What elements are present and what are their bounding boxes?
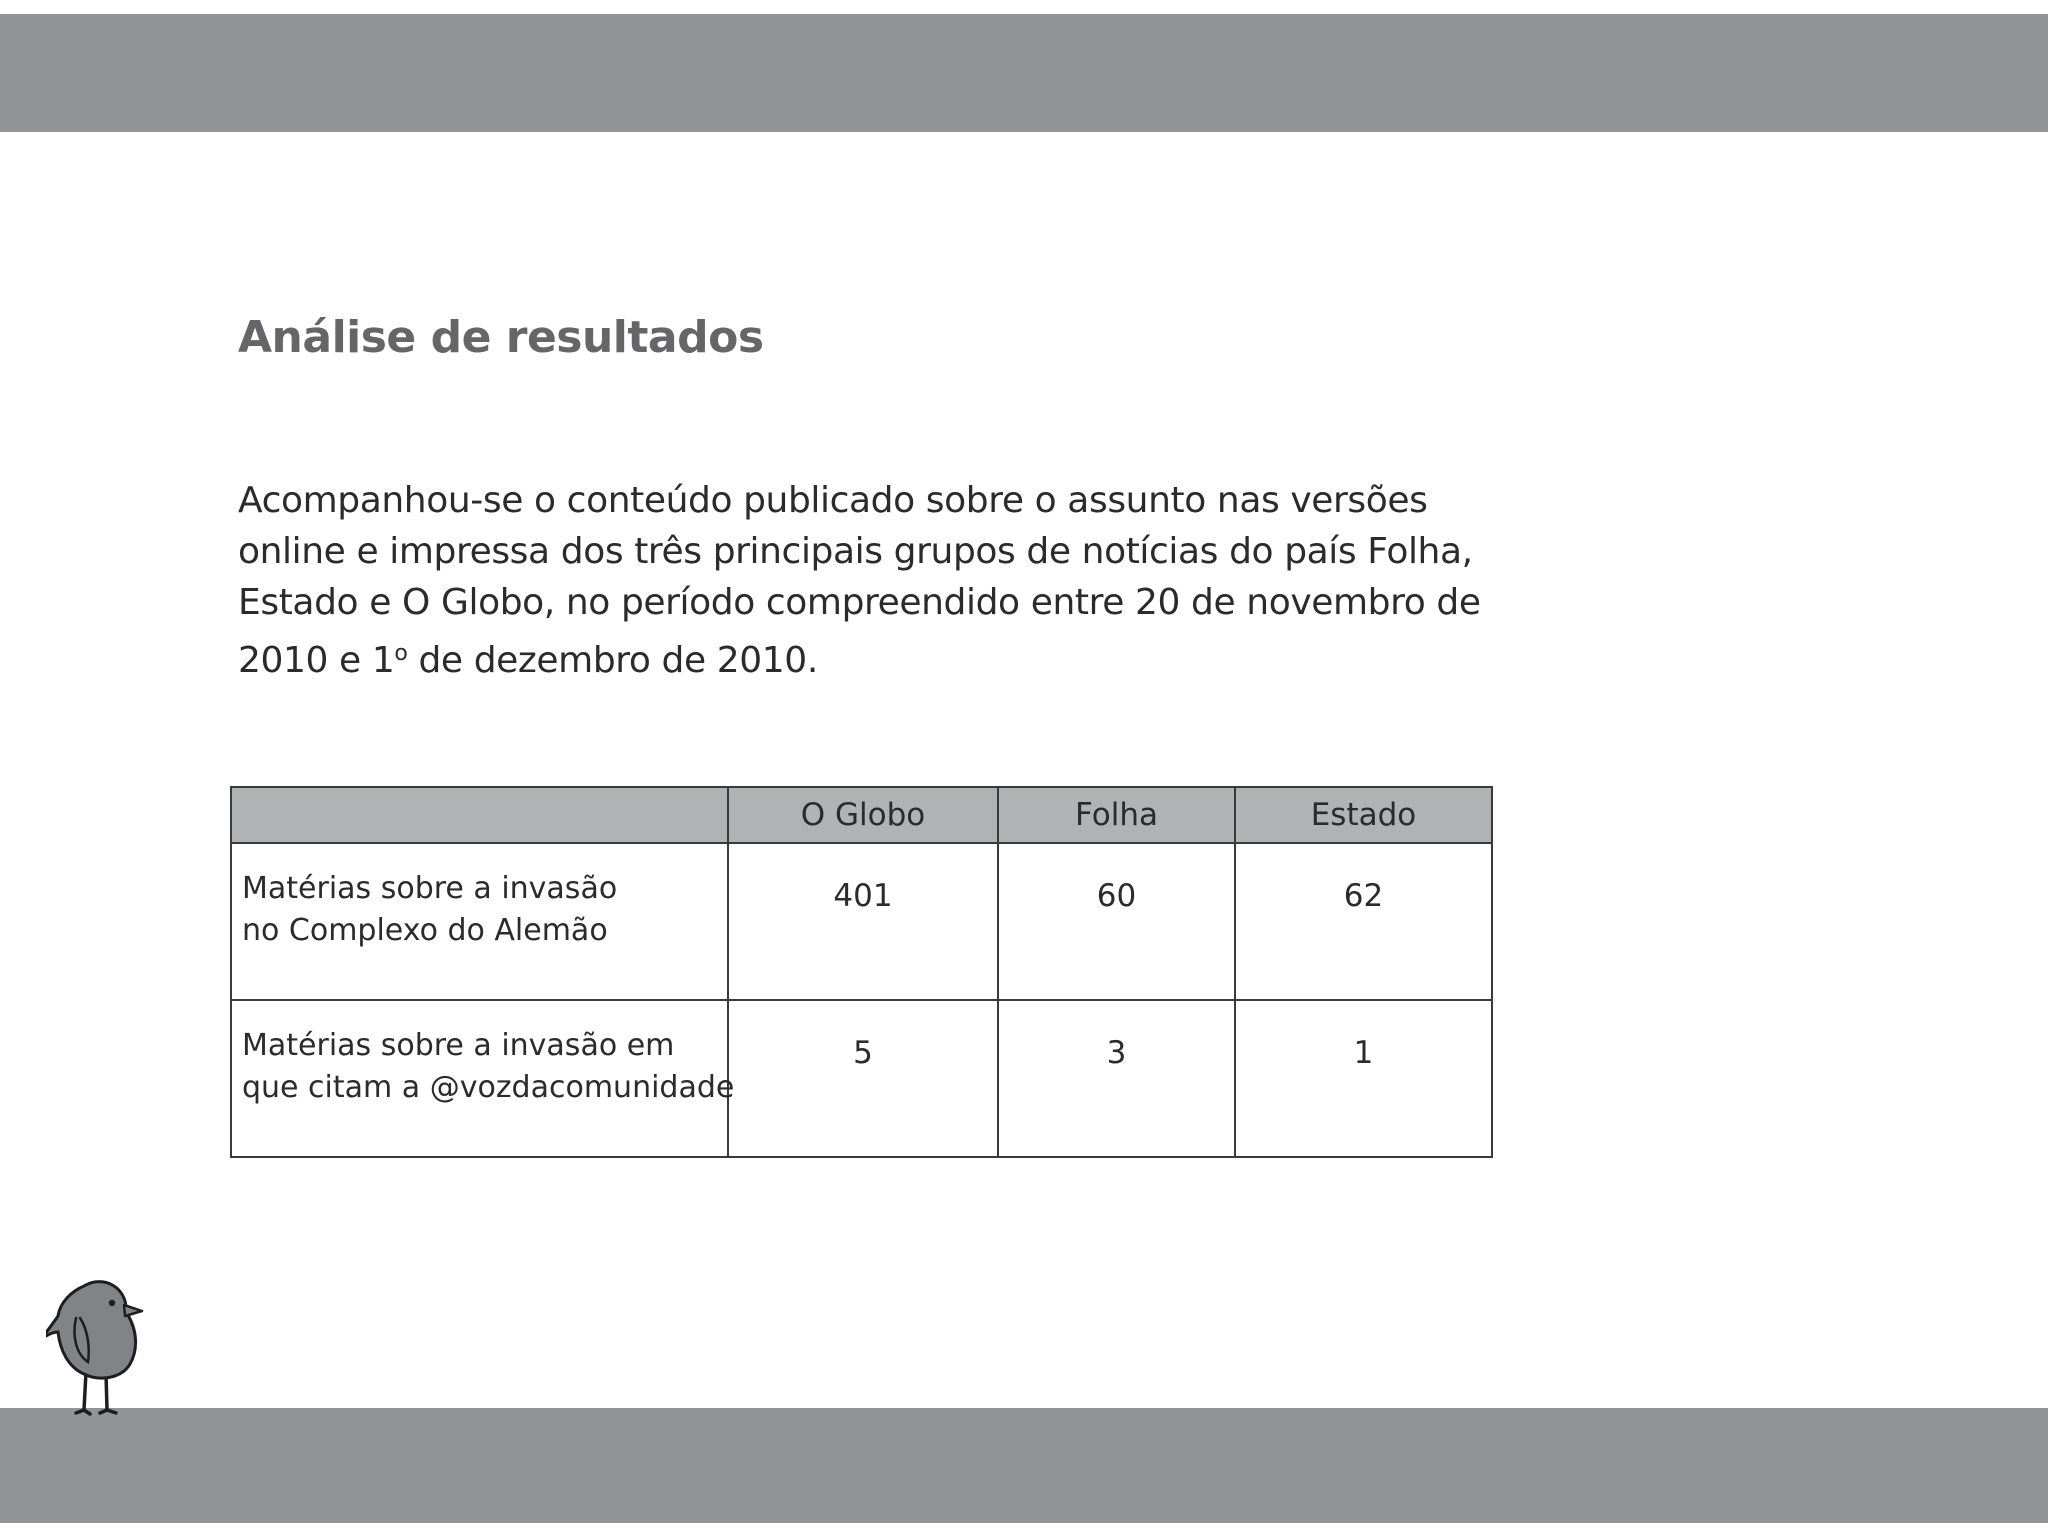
table-row: [231, 1000, 1492, 1157]
row-label-line: no Complexo do Alemão: [242, 913, 608, 948]
header-folha: Folha: [998, 787, 1235, 843]
value-o-globo: 5: [728, 1000, 998, 1157]
bottom-banner: [0, 1408, 2048, 1523]
header-o-globo: O Globo: [728, 787, 998, 843]
value-folha: 3: [998, 1000, 1235, 1157]
table-row: [231, 843, 1492, 1000]
value-estado: 1: [1235, 1000, 1492, 1157]
results-table: [230, 786, 1493, 1158]
table-header-row: [231, 787, 1492, 843]
value-estado: 62: [1235, 843, 1492, 1000]
paragraph-text: Acompanhou-se o conteúdo publicado sobre o assunto nas versões online e impressa dos três principais grupos de notícias do país Folha, Estado e O Globo, no período compreendido entre 20 de novembro de 2010 e 1: [238, 480, 1481, 681]
row-label-line: Matérias sobre a invasão em: [242, 1028, 675, 1063]
row-label-vozdacomunidade: [231, 1000, 735, 1157]
top-banner: [0, 14, 2048, 132]
row-label-invasao: [231, 843, 728, 1000]
paragraph-text-end: de dezembro de 2010.: [407, 640, 818, 681]
intro-paragraph: [238, 475, 1518, 686]
value-folha: 60: [998, 843, 1235, 1000]
header-estado: Estado: [1235, 787, 1492, 843]
row-label-line: Matérias sobre a invasão: [242, 871, 618, 906]
ordinal-indicator: o: [394, 641, 408, 666]
bird-icon: [46, 1272, 146, 1432]
corner-header-cell: [231, 787, 728, 843]
row-label-line: que citam a @vozdacomunidade: [242, 1070, 735, 1105]
page-title: Análise de resultados: [238, 312, 764, 363]
value-o-globo: 401: [728, 843, 998, 1000]
